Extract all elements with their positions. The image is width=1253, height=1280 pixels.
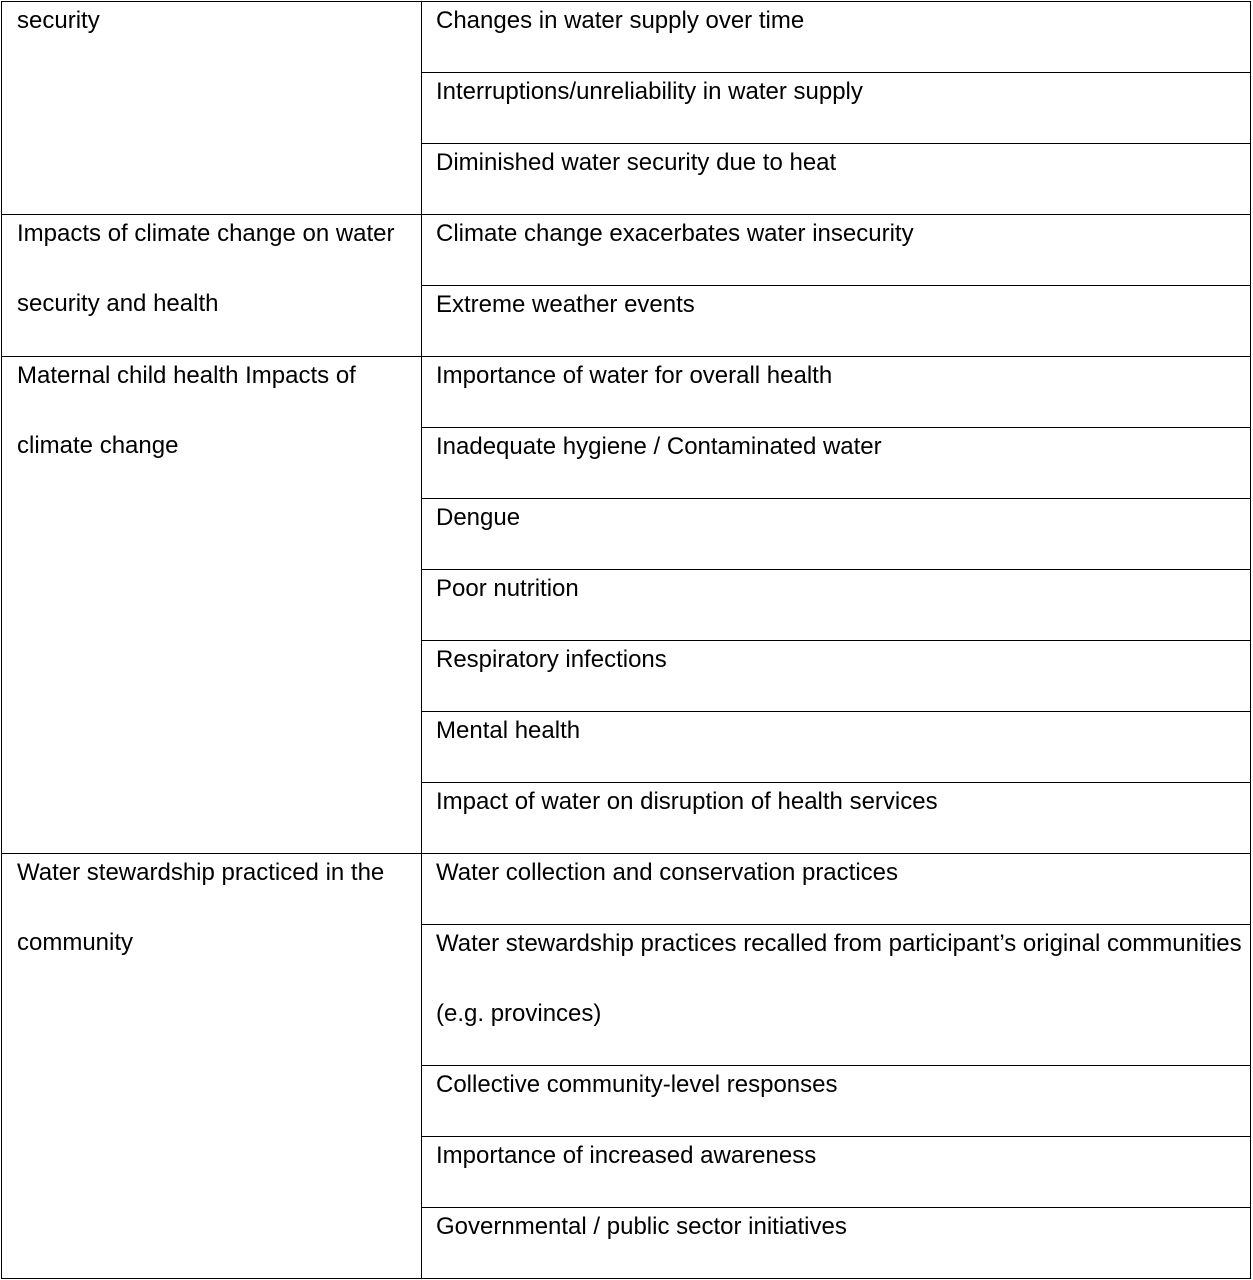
theme-label: Maternal child health Impacts of climate change xyxy=(17,362,356,459)
subtheme-cell xyxy=(422,925,1251,1066)
subtheme-label: Importance of water for overall health xyxy=(436,362,833,389)
table-body xyxy=(2,2,1251,1279)
theme-cell xyxy=(2,357,422,854)
subtheme-label: Diminished water security due to heat xyxy=(436,149,837,176)
subtheme-label: Water stewardship practices recalled from participant’s original communities (e.g. provinces) xyxy=(436,930,1242,1027)
subtheme-label: Dengue xyxy=(436,504,521,531)
subtheme-label: Governmental / public sector initiatives xyxy=(436,1213,847,1240)
subtheme-label: Changes in water supply over time xyxy=(436,7,805,34)
subtheme-label: Poor nutrition xyxy=(436,575,579,602)
subtheme-label: Mental health xyxy=(436,717,581,744)
theme-label: security xyxy=(17,7,100,34)
theme-cell xyxy=(2,215,422,357)
subtheme-label: Inadequate hygiene / Contaminated water xyxy=(436,433,882,460)
theme-label: Impacts of climate change on water security and health xyxy=(17,220,395,317)
theme-cell xyxy=(2,2,422,215)
subtheme-label: Water collection and conservation practices xyxy=(436,859,898,886)
subtheme-label: Importance of increased awareness xyxy=(436,1142,817,1169)
subtheme-label: Extreme weather events xyxy=(436,291,695,318)
subtheme-label: Collective community-level responses xyxy=(436,1071,838,1098)
theme-cell xyxy=(2,854,422,1279)
subtheme-label: Climate change exacerbates water insecurity xyxy=(436,220,914,247)
subtheme-label: Impact of water on disruption of health services xyxy=(436,788,938,815)
subtheme-label: Respiratory infections xyxy=(436,646,667,673)
subtheme-cell xyxy=(422,1208,1251,1279)
themes-table xyxy=(1,1,1251,1279)
subtheme-label: Interruptions/unreliability in water supply xyxy=(436,78,863,105)
theme-label: Water stewardship practiced in the community xyxy=(17,859,385,956)
